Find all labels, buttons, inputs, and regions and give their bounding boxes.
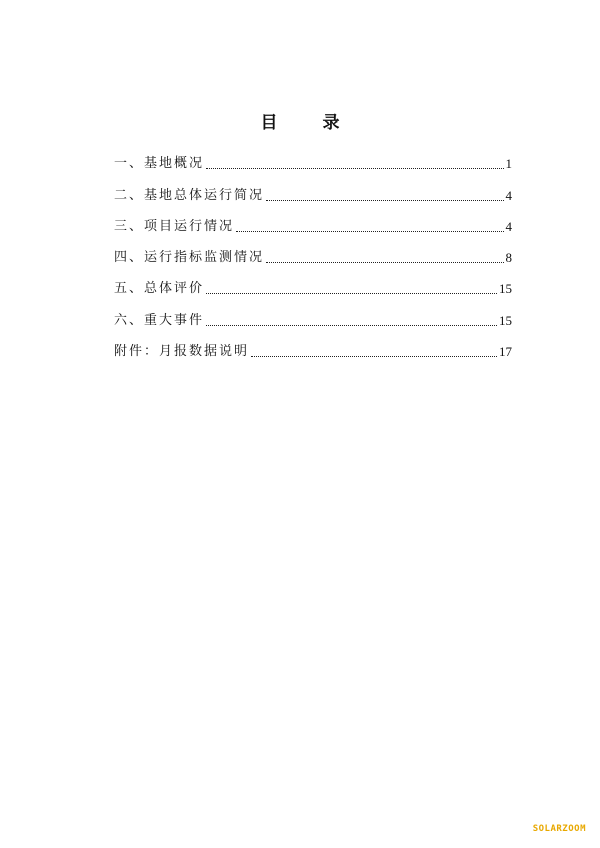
solarzoom-watermark: SOLARZOOM <box>532 824 586 834</box>
toc-entry-page: 1 <box>505 156 512 172</box>
toc-entry-label: 六、重大事件 <box>114 312 205 328</box>
toc-leader-dots <box>206 293 497 294</box>
toc-entry-label: 四、运行指标监测情况 <box>114 250 265 266</box>
toc-entry[interactable] <box>114 267 512 298</box>
toc-entry[interactable] <box>114 142 512 173</box>
toc-entry-label: 五、总体评价 <box>114 281 205 297</box>
toc-leader-dots <box>266 262 503 263</box>
toc-entry[interactable] <box>114 173 512 204</box>
toc-entry[interactable] <box>114 236 512 267</box>
toc-entry[interactable] <box>114 298 512 329</box>
toc-leader-dots <box>206 325 497 326</box>
toc-entry-page: 15 <box>499 281 512 297</box>
toc-entry[interactable] <box>114 330 512 361</box>
toc-entry-page: 17 <box>499 344 512 360</box>
toc-entry[interactable] <box>114 205 512 236</box>
toc-entry-label: 三、项目运行情况 <box>114 218 235 234</box>
toc-entry-label: 二、基地总体运行简况 <box>114 187 265 203</box>
toc-leader-dots <box>251 356 497 357</box>
toc-title: 目 录 <box>260 113 354 133</box>
toc-leader-dots <box>236 231 503 232</box>
toc-leader-dots <box>266 200 503 201</box>
toc-entry-label: 附件：月报数据说明 <box>114 344 250 360</box>
toc-entry-page: 8 <box>505 250 512 266</box>
toc-entry-page: 4 <box>505 218 512 234</box>
toc-list <box>114 142 512 361</box>
toc-entry-label: 一、基地概况 <box>114 156 205 172</box>
toc-leader-dots <box>206 168 503 169</box>
toc-entry-page: 15 <box>499 312 512 328</box>
toc-entry-page: 4 <box>505 187 512 203</box>
